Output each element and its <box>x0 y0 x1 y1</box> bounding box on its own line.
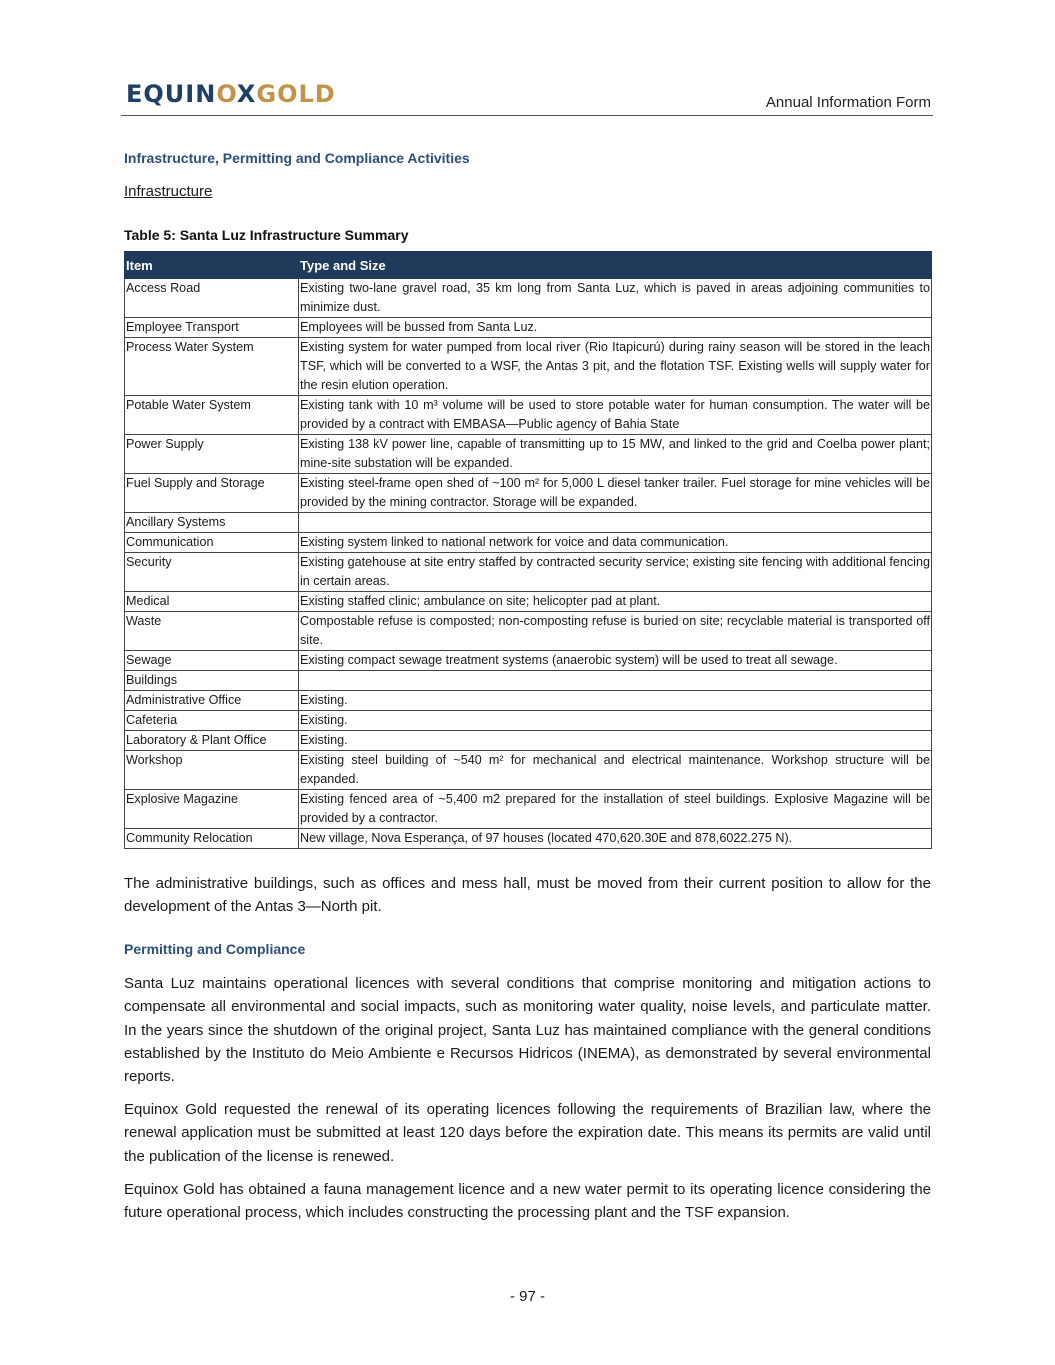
table-row <box>125 592 932 612</box>
table-body <box>125 279 932 849</box>
table-cell-type-size: Existing staffed clinic; ambulance on site; helicopter pad at plant. <box>299 592 932 612</box>
table-cell-type-size: Existing. <box>299 691 932 711</box>
table-cell-item: Communication <box>125 533 299 553</box>
table-cell-type-size: Existing steel building of ~540 m² for mechanical and electrical maintenance. Workshop structure will be expanded. <box>299 751 932 790</box>
table-cell-item: Waste <box>125 612 299 651</box>
table-row <box>125 435 932 474</box>
section-heading: Infrastructure, Permitting and Compliance Activities <box>124 150 470 166</box>
table-cell-item: Ancillary Systems <box>125 513 299 533</box>
table-cell-type-size: Existing steel-frame open shed of ~100 m² for 5,000 L diesel tanker trailer. Fuel storage for mine vehicles will be provided by the mining contractor. Storage will be expanded. <box>299 474 932 513</box>
table-cell-type-size: Compostable refuse is composted; non-composting refuse is buried on site; recyclable material is transported off site. <box>299 612 932 651</box>
table-row <box>125 711 932 731</box>
header-divider <box>121 115 933 116</box>
table-row <box>125 338 932 396</box>
table-cell-item: Medical <box>125 592 299 612</box>
table-cell-item: Explosive Magazine <box>125 790 299 829</box>
table-cell-type-size: Existing tank with 10 m³ volume will be used to store potable water for human consumption. The water will be provided by a contract with EMBASA—Public agency of Bahia State <box>299 396 932 435</box>
table-cell-item: Process Water System <box>125 338 299 396</box>
table-cell-item: Potable Water System <box>125 396 299 435</box>
infrastructure-table <box>124 251 932 849</box>
table-cell-item: Buildings <box>125 671 299 691</box>
table-row <box>125 790 932 829</box>
table-row <box>125 671 932 691</box>
table-cell-item: Security <box>125 553 299 592</box>
table-cell-type-size: Existing system for water pumped from local river (Rio Itapicurú) during rainy season will be stored in the leach TSF, which will be converted to a WSF, the Antas 3 pit, and the flotation TSF. Existing wells will supply water for the resin elution operation. <box>299 338 932 396</box>
table-cell-type-size: Existing two-lane gravel road, 35 km long from Santa Luz, which is paved in areas adjoining communities to minimize dust. <box>299 279 932 318</box>
table-caption: Table 5: Santa Luz Infrastructure Summary <box>124 227 409 243</box>
paragraph-admin-buildings: The administrative buildings, such as offices and mess hall, must be moved from their current position to allow for the development of the Antas 3—North pit. <box>124 875 931 916</box>
table-row <box>125 691 932 711</box>
table-row <box>125 553 932 592</box>
table-row <box>125 731 932 751</box>
table-cell-type-size: Employees will be bussed from Santa Luz. <box>299 318 932 338</box>
company-logo: EQUINOXGOLD <box>126 80 336 108</box>
table-row <box>125 474 932 513</box>
table-header-row <box>125 252 932 279</box>
table-cell-type-size <box>299 671 932 691</box>
table-row <box>125 829 932 849</box>
table-cell-type-size: Existing fenced area of ~5,400 m2 prepared for the installation of steel buildings. Explosive Magazine will be provided by a contractor. <box>299 790 932 829</box>
table-cell-item: Power Supply <box>125 435 299 474</box>
table-row <box>125 318 932 338</box>
table-cell-type-size: New village, Nova Esperança, of 97 houses (located 470,620.30E and 878,6022.275 N). <box>299 829 932 849</box>
infrastructure-subheading: Infrastructure <box>124 183 213 200</box>
table-row <box>125 513 932 533</box>
table-cell-item: Workshop <box>125 751 299 790</box>
table-row <box>125 651 932 671</box>
table-cell-item: Fuel Supply and Storage <box>125 474 299 513</box>
table-cell-item: Community Relocation <box>125 829 299 849</box>
table-cell-item: Employee Transport <box>125 318 299 338</box>
page-number: - 97 - <box>509 1288 545 1305</box>
table-cell-item: Access Road <box>125 279 299 318</box>
paragraph-permitting-1: Santa Luz maintains operational licences with several conditions that comprise monitoring and mitigation actions to compensate all environmental and social impacts, such as monitoring water quality, noise levels, and particulate matter. In the years since the shutdown of the original project, Santa Luz has maintained compliance with the general conditions established by the Instituto do Meio Ambiente e Recursos Hidricos (INEMA), as demonstrated by several environmental reports. <box>124 975 931 1086</box>
table-cell-item: Cafeteria <box>125 711 299 731</box>
table-cell-item: Laboratory & Plant Office <box>125 731 299 751</box>
column-header-type-size: Type and Size <box>299 252 932 279</box>
paragraph-permitting-3: Equinox Gold has obtained a fauna management licence and a new water permit to its operating licence considering the future operational process, which includes constructing the processing plant and the TSF expansion. <box>124 1181 931 1222</box>
table-cell-type-size <box>299 513 932 533</box>
table-cell-type-size: Existing system linked to national network for voice and data communication. <box>299 533 932 553</box>
paragraph-permitting-2: Equinox Gold requested the renewal of its operating licences following the requirements of Brazilian law, where the renewal application must be submitted at least 120 days before the expiration date. This means its permits are valid until the publication of the license is renewed. <box>124 1101 931 1165</box>
table-row <box>125 533 932 553</box>
table-cell-type-size: Existing. <box>299 731 932 751</box>
table-cell-item: Administrative Office <box>125 691 299 711</box>
table-row <box>125 396 932 435</box>
permitting-heading: Permitting and Compliance <box>124 941 306 957</box>
table-cell-item: Sewage <box>125 651 299 671</box>
document-title: Annual Information Form <box>765 94 931 111</box>
table-cell-type-size: Existing gatehouse at site entry staffed by contracted security service; existing site fencing with additional fencing in certain areas. <box>299 553 932 592</box>
table-cell-type-size: Existing 138 kV power line, capable of transmitting up to 15 MW, and linked to the grid and Coelba power plant; mine-site substation will be expanded. <box>299 435 932 474</box>
table-row <box>125 751 932 790</box>
column-header-item: Item <box>125 252 299 279</box>
table-row <box>125 279 932 318</box>
table-cell-type-size: Existing. <box>299 711 932 731</box>
table-cell-type-size: Existing compact sewage treatment systems (anaerobic system) will be used to treat all sewage. <box>299 651 932 671</box>
table-row <box>125 612 932 651</box>
